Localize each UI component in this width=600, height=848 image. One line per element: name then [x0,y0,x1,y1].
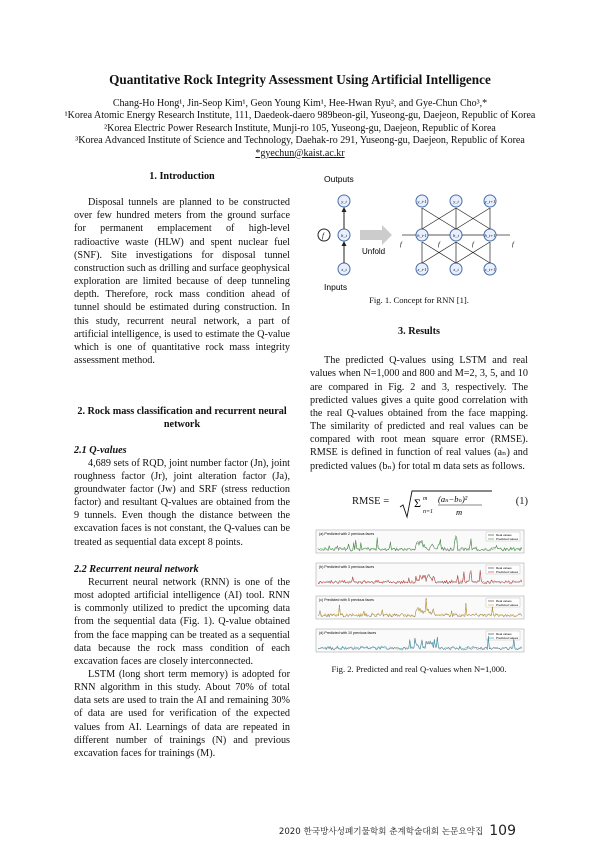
unfold-arrow-icon [360,225,392,245]
loop-function-icon [318,229,330,241]
svg-text:m: m [423,495,428,502]
loop-f-label: f [322,232,324,240]
rnn-paragraph-2: LSTM (long short term memory) is adopted for RNN algorithm in this study. About 70% of total data sets are used to train the AI and remaining 30% of data are used for verification of the expected values from AI. Learnings of data are repeated in different number of trainings (N) and previous excavation faces for trainings (M). [74,669,290,759]
fig2-panel-3 [316,596,524,619]
authors-block [0,98,600,160]
svg-text:(aₙ−bₙ)²: (aₙ−bₙ)² [438,493,468,504]
x-cur-label: x_t [453,267,459,272]
page-number: 109 [489,823,516,839]
fig2-panel-1 [316,530,524,553]
section-2-heading: 2. Rock mass classification and recurrent neural network [77,406,287,431]
fig2-legend-entry: Predicted values [496,569,519,574]
qvalues-paragraph: 4,689 sets of RQD, joint number factor (Jn), joint roughness factor (Jr), joint alteration factor (Ja), groundwater factor (Jw) and SRF (stress reduction factor) and resultant Q-values are obtained from the 9 tunnels. Even though the distance between the excavation faces is not constant, the Q-values can be treated as sequential data except 8 points. [74,457,290,548]
rnn-diagram-svg [310,172,528,292]
y-prev-label: y_t-1 [417,199,427,204]
h-next-label: h_t+1 [484,233,496,238]
fig2-legend-entry: Real values [496,631,512,636]
fig2-legend-entry: Real values [496,598,512,603]
fig2-legend-entry: Predicted values [496,536,519,541]
results-paragraph: The predicted Q-values using LSTM and real values when N=1,000 and 800 and M=2, 3, 5, and 10 are compared in Fig. 2 and 3, respectively. The predicted values gives a quite good correlation with the real Q-values obtained from the face mapping. The similarity of predicted and real values can be compared with root mean square error (RMSE). RMSE is defined in function of real values (aₙ) and predicted values (bₙ) for total m data sets as follows. [310,355,528,472]
x-prev-label: x_t-1 [417,267,427,272]
svg-text:m: m [456,506,463,517]
y-next-label: y_t+1 [484,199,496,204]
f-label-3: f [472,241,474,248]
f-label-2: f [438,241,440,248]
figure-1-rnn-diagram [310,172,528,292]
figure-2-panels [310,529,528,661]
footer-text: 2020 한국방사성폐기물학회 춘계학술대회 논문요약집 [278,827,484,837]
figure-2-caption: Fig. 2. Predicted and real Q-values when N=1,000. [331,663,507,674]
author-list: Chang-Ho Hong¹, Jin-Seop Kim¹, Geon Young Kim¹, Hee-Hwan Ryu², and Gye-Chun Cho³,* [112,98,488,109]
outputs-label: Outputs [324,174,354,184]
equation-radical [398,489,494,521]
f-label-4: f [512,241,514,248]
intro-paragraph: Disposal tunnels are planned to be constructed over few hundred meters from the ground surface for permanent emplacement of high-level radioactive waste (HLW) and spent nuclear fuel (SNF). Site investigations for disposal tunnel construction such as drilling and surface geophysical exploration are limited because of deep tunneling depth. Therefore, rock mass condition ahead of tunnel should be estimated during construction. In this study, recurrent neural network, a part of artificial intelligence, is used to estimate the Q-value which is one of quantitative rock mass integrity assessment method. [74,197,290,367]
unfold-label: Unfold [362,247,386,256]
paper-title: Quantitative Rock Integrity Assessment Using Artificial Intelligence [109,72,491,87]
fig2-panel-4 [316,629,524,652]
subsection-2-1-heading: 2.1 Q-values [74,444,127,456]
fig2-legend-entry: Real values [496,532,512,537]
section-3-heading: 3. Results [398,326,440,338]
folded-y-label: y_t [341,199,347,204]
page-footer [279,822,516,838]
subsection-2-2-heading: 2.2 Recurrent neural network [74,563,199,575]
folded-x-label: x_t [341,267,347,272]
right-column [310,172,528,676]
corresponding-email[interactable]: *gyechun@kaist.ac.kr [255,147,345,159]
fig2-panel-label: (a) Predicted with 2 previous faces [319,531,375,536]
fig2-legend-entry: Predicted values [496,635,519,640]
affiliation-3: ³Korea Advanced Institute of Science and Technology, Daehak-ro 291, Yuseong-gu, Daejeon, Republic of Korea [75,135,525,147]
figure-2-svg [310,529,528,661]
fig2-panel-label: (c) Predicted with 5 previous faces [319,597,374,602]
fig2-panel-2 [316,563,524,586]
h-prev-label: h_t-1 [417,233,427,238]
y-cur-label: y_t [453,199,459,204]
affiliation-1: ¹Korea Atomic Energy Research Institute, 111, Daedeok-daero 989beon-gil, Yuseong-gu, Daejeon, Republic of Korea [64,110,536,122]
x-next-label: x_t+1 [484,267,496,272]
equation-1 [310,489,528,523]
f-label-1: f [400,241,402,248]
section-1-heading: 1. Introduction [149,171,215,182]
inputs-label: Inputs [324,282,348,292]
rnn-paragraph-1: Recurrent neural network (RNN) is one of the most adopted artificial intelligence (AI) tool. RNN is commonly utilized to predict the upcoming data from the sequential data (Fig. 1). Q-value obtained from the face mapping can be treated as a sequential data because the rock mass condition of each excavation faces are closely interconnected. [74,576,290,667]
equation-number: (1) [515,495,528,507]
fig2-legend-entry: Predicted values [496,602,519,607]
fig2-legend-entry: Real values [496,565,512,570]
affiliation-2: ²Korea Electric Power Research Institute, Munji-ro 105, Yuseong-gu, Daejeon, Republic of Korea [104,122,496,134]
svg-text:Σ: Σ [414,495,421,510]
h-cur-label: h_t [453,233,459,238]
folded-h-label: h_t [341,233,347,238]
left-column [74,170,290,760]
fig2-panel-label: (d) Predicted with 10 previous faces [319,630,377,635]
figure-1-caption: Fig. 1. Concept for RNN [1]. [369,295,469,305]
fig2-panel-label: (b) Predicted with 3 previous faces [319,564,375,569]
svg-text:n=1: n=1 [423,508,434,515]
equation-lhs: RMSE = [352,495,390,507]
